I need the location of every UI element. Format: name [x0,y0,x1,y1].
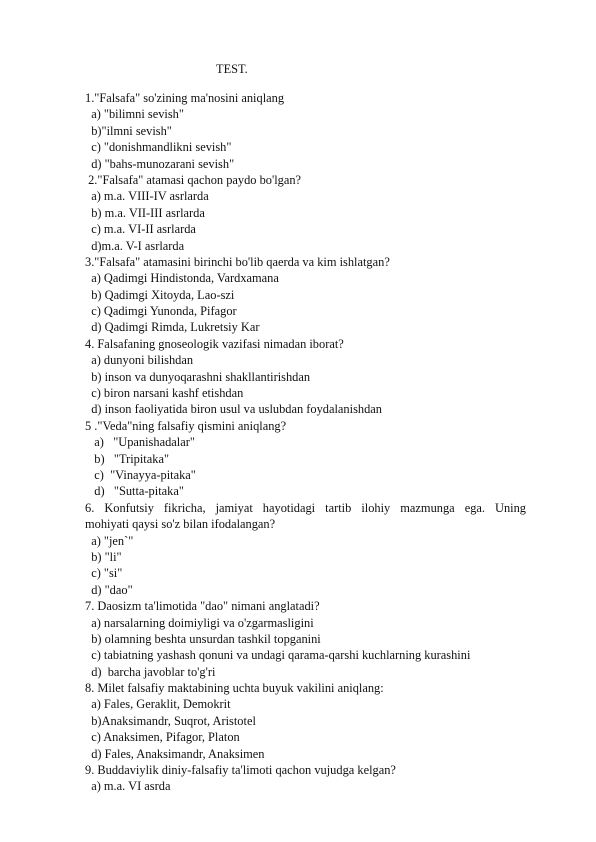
text-line: c) "si" [85,566,123,581]
text-line: d) barcha javoblar to'g'ri [85,664,216,679]
text-line: a) "bilimni sevish" [85,107,184,122]
text-line: b) inson va dunyoqarashni shakllantirishdan [85,369,311,384]
text-line: 3."Falsafa" atamasini birinchi bo'lib qaerda va kim ishlatgan? [85,254,390,269]
text-line: c) Anaksimen, Pifagor, Platon [85,730,240,745]
text-line: c) biron narsani kashf etishdan [85,386,244,401]
text-line: b) olamning beshta unsurdan tashkil topganini [85,631,321,646]
text-line: a) Fales, Geraklit, Demokrit [85,697,231,712]
text-line: 2."Falsafa" atamasi qachon paydo bo'lgan? [85,172,302,187]
question-list [85,90,526,795]
text-line: a) "jen`" [85,533,134,548]
text-line: 4. Falsafaning gnoseologik vazifasi nimadan iborat? [85,336,344,351]
text-line: c) "Vinayya-pitaka" [85,467,196,482]
text-line: b)"ilmni sevish" [85,123,172,138]
text-line: b) "Tripitaka" [85,451,169,466]
text-line: a) narsalarning doimiyligi va o'zgarmasligini [85,615,314,630]
text-line: d) "Sutta-pitaka" [85,484,184,499]
text-line: b)Anaksimandr, Suqrot, Aristotel [85,713,256,728]
text-line: 9. Buddaviylik diniy-falsafiy ta'limoti qachon vujudga kelgan? [85,763,396,778]
page-title: TEST. [216,62,248,76]
text-line: a) m.a. VI asrda [85,779,171,794]
text-line: d) inson faoliyatida biron usul va uslubdan foydalanishdan [85,402,382,417]
text-line: b) "li" [85,549,122,564]
text-line: 8. Milet falsafiy maktabining uchta buyuk vakilini aniqlang: [85,681,384,696]
text-line: 7. Daosizm ta'limotida "dao" nimani anglatadi? [85,599,320,614]
text-line: d)m.a. V-I asrlarda [85,238,185,253]
text-line: c) tabiatning yashash qonuni va undagi qarama-qarshi kuchlarning kurashini [85,648,471,663]
text-line: mohiyati qaysi so'z bilan ifodalangan? [85,517,276,532]
text-line: 1."Falsafa" so'zining ma'nosini aniqlang [85,91,285,105]
text-line: 6. Konfutsiy fikricha, jamiyat hayotidagi tartib ilohiy mazmunga ega. Uning [85,500,526,515]
text-line: d) "dao" [85,582,133,597]
text-line: c) Qadimgi Yunonda, Pifagor [85,304,237,319]
text-line: d) Qadimgi Rimda, Lukretsiy Kar [85,320,260,335]
text-line: c) "donishmandlikni sevish" [85,140,232,155]
text-line: d) Fales, Anaksimandr, Anaksimen [85,746,265,761]
text-line: a) m.a. VIII-IV asrlarda [85,189,209,204]
text-line: a) dunyoni bilishdan [85,353,194,368]
text-line: c) m.a. VI-II asrlarda [85,222,196,237]
text-line: d) "bahs-munozarani sevish" [85,156,235,171]
text-line: 5 ."Veda"ning falsafiy qismini aniqlang? [85,418,287,433]
text-line: b) m.a. VII-III asrlarda [85,205,205,220]
text-line: b) Qadimgi Xitoyda, Lao-szi [85,287,235,302]
text-line: a) "Upanishadalar" [85,435,195,450]
text-line: a) Qadimgi Hindistonda, Vardxamana [85,271,279,286]
